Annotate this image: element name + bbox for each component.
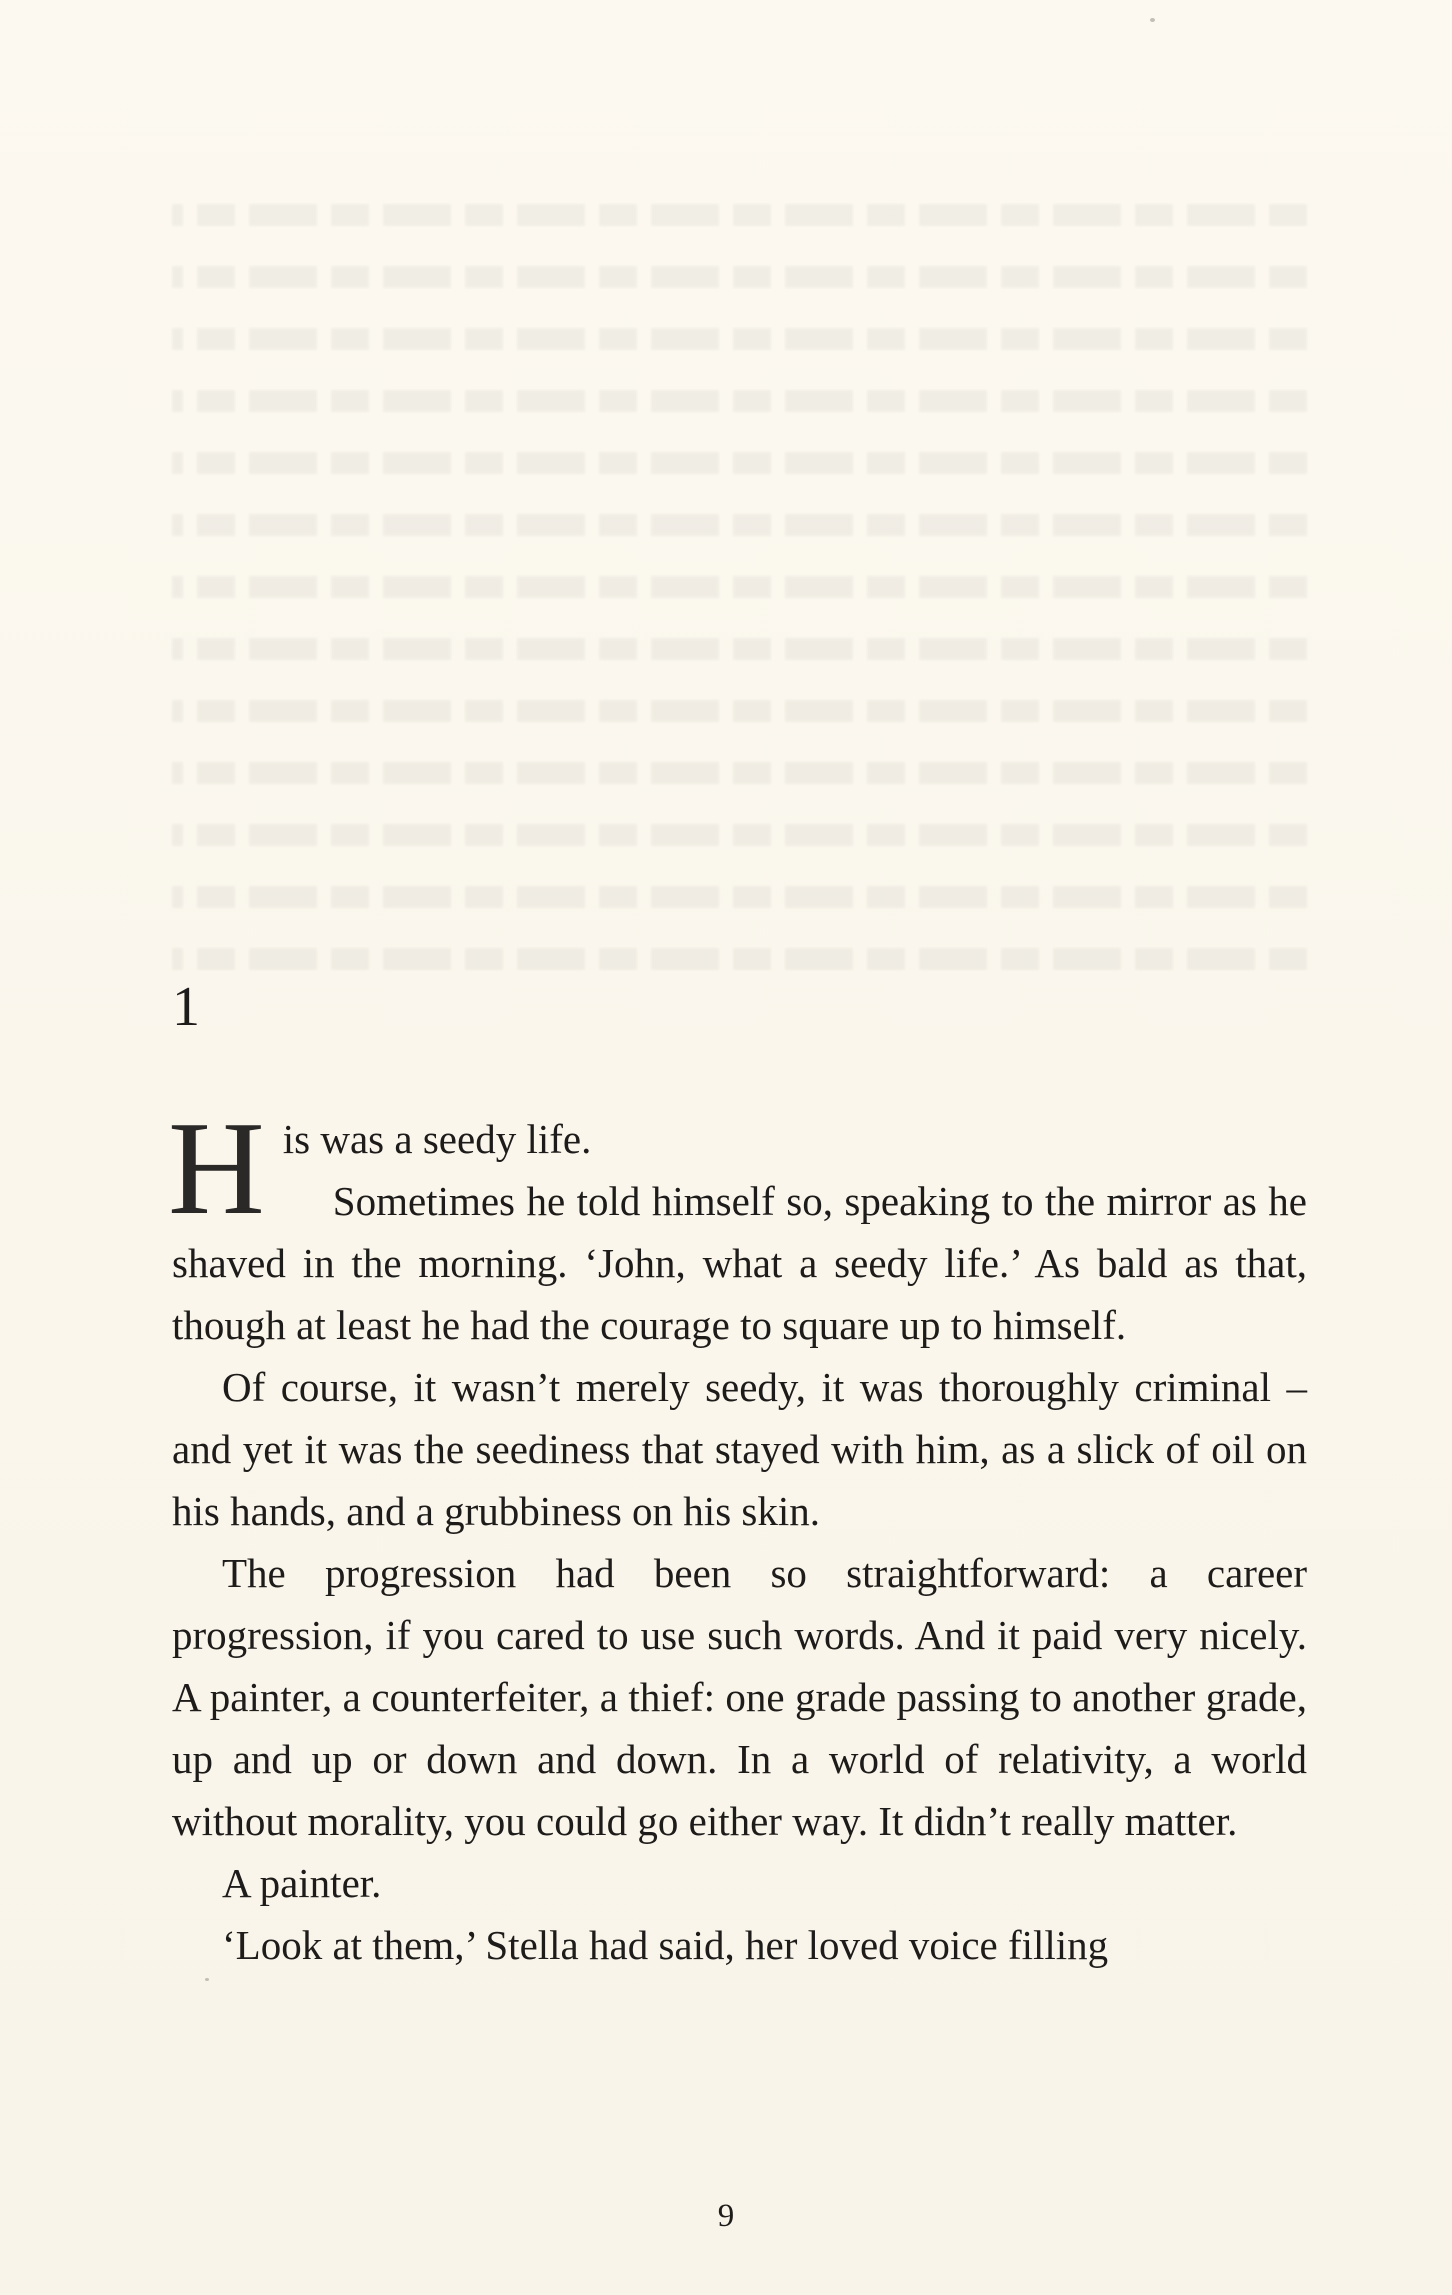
paper-speck xyxy=(205,1978,209,1981)
paragraph: Of course, it wasn’t merely seedy, it was thoroughly criminal – and yet it was the seediness that stayed with him, as a slick of oil on his hands, and a grubbiness on his skin. xyxy=(172,1364,1307,1534)
show-through-texture xyxy=(172,180,1307,986)
drop-cap: H xyxy=(168,1094,265,1242)
paragraph: Sometimes he told himself so, speaking to the mirror as he shaved in the morning. ‘John, what a seedy life.’ As bald as that, though at least he had the courage to square up to himself. xyxy=(172,1178,1307,1348)
paragraph-text: is was a seedy life. xyxy=(282,1116,592,1162)
paragraph-opening xyxy=(168,1094,1307,1242)
paper-speck xyxy=(1150,18,1155,22)
page-number: 9 xyxy=(717,2198,735,2234)
chapter-number: 1 xyxy=(172,976,200,1038)
paragraph: ‘Look at them,’ Stella had said, her loved voice filling xyxy=(222,1922,1109,1968)
paragraph: A painter. xyxy=(222,1860,382,1906)
paragraph: The progression had been so straightforward: a career progression, if you cared to use such words. And it paid very nicely. A painter, a counterfeiter, a thief: one grade passing to another grade, up and up or down and down. In a world of relativity, a world without morality, you could go either way. It didn’t really matter. xyxy=(172,1550,1307,1844)
chapter-text xyxy=(168,1094,1307,1976)
